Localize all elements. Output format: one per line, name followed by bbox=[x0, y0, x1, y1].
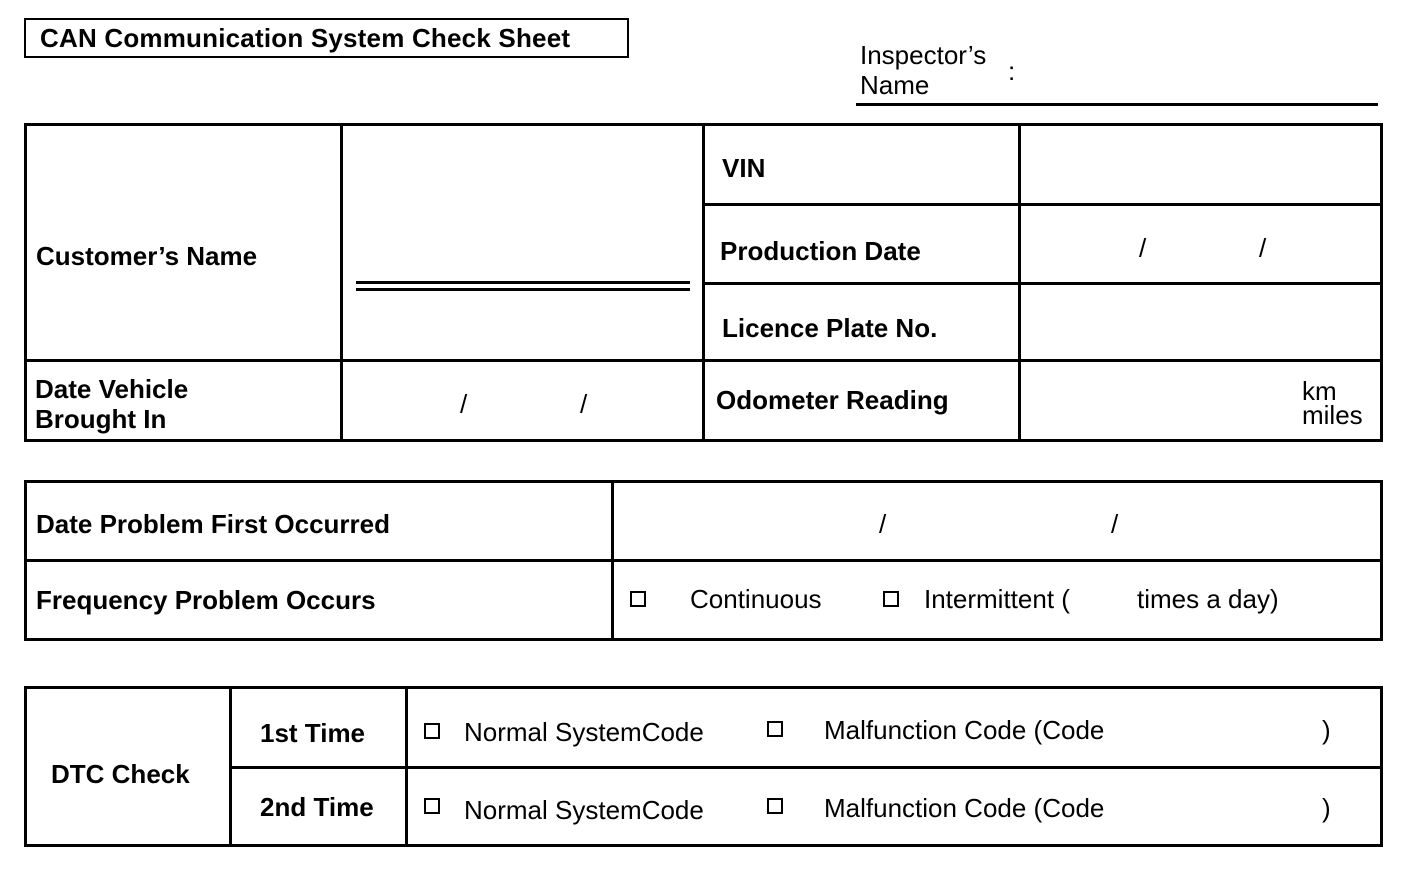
odometer-label-cell bbox=[704, 361, 1020, 441]
inspector-label-line2: Name bbox=[860, 70, 930, 100]
odometer-field[interactable] bbox=[1020, 361, 1382, 441]
first-normal-label: Normal SystemCode bbox=[464, 717, 704, 747]
inspector-name-field[interactable] bbox=[856, 103, 1378, 106]
date-vehicle-label-cell bbox=[26, 361, 342, 441]
frequency-options bbox=[613, 561, 1382, 640]
licence-plate-field[interactable] bbox=[1020, 284, 1382, 361]
date-separator: / bbox=[580, 389, 588, 419]
date-vehicle-label bbox=[35, 374, 188, 434]
continuous-checkbox[interactable] bbox=[630, 591, 646, 607]
first-time-options bbox=[407, 688, 1382, 768]
date-separator: / bbox=[1259, 233, 1267, 263]
date-separator: / bbox=[1139, 233, 1147, 263]
dtc-table bbox=[24, 686, 1383, 847]
vin-field[interactable] bbox=[1020, 125, 1382, 205]
date-vehicle-field[interactable] bbox=[342, 361, 704, 441]
second-close-paren: ) bbox=[1322, 793, 1331, 823]
production-date-label: Production Date bbox=[720, 236, 921, 266]
inspector-name-label bbox=[860, 40, 986, 100]
intermittent-label: Intermittent ( bbox=[924, 584, 1070, 614]
customers-name-field[interactable] bbox=[342, 125, 704, 361]
licence-plate-label-cell bbox=[704, 284, 1020, 361]
date-separator: / bbox=[879, 509, 887, 539]
double-underline-bottom bbox=[356, 288, 690, 291]
dtc-check-label: DTC Check bbox=[51, 759, 190, 789]
inspector-colon: : bbox=[1008, 56, 1016, 86]
inspector-label-line1: Inspector’s bbox=[860, 40, 987, 70]
date-separator: / bbox=[460, 389, 468, 419]
title-box bbox=[24, 18, 629, 58]
unit-miles: miles bbox=[1302, 400, 1363, 430]
date-vehicle-label-line2: Brought In bbox=[35, 404, 167, 434]
page-title: CAN Communication System Check Sheet bbox=[40, 23, 571, 53]
dtc-check-label-cell bbox=[26, 688, 231, 846]
unit-km: km bbox=[1302, 376, 1337, 406]
first-malfunction-label: Malfunction Code (Code bbox=[824, 715, 1105, 745]
double-underline-top bbox=[356, 281, 690, 284]
second-time-options bbox=[407, 768, 1382, 846]
date-vehicle-label-line1: Date Vehicle bbox=[35, 374, 189, 404]
date-first-label: Date Problem First Occurred bbox=[36, 509, 390, 539]
customers-name-label: Customer’s Name bbox=[36, 241, 258, 271]
production-date-label-cell bbox=[704, 205, 1020, 284]
frequency-label: Frequency Problem Occurs bbox=[36, 585, 376, 615]
customer-table bbox=[24, 123, 1383, 442]
first-time-label-cell bbox=[231, 688, 407, 768]
licence-plate-label: Licence Plate No. bbox=[722, 313, 938, 343]
problem-table bbox=[24, 480, 1383, 641]
customers-name-label-cell bbox=[26, 125, 342, 361]
first-close-paren: ) bbox=[1322, 715, 1331, 745]
odometer-label: Odometer Reading bbox=[716, 385, 949, 415]
second-time-label-cell bbox=[231, 768, 407, 846]
first-normal-checkbox[interactable] bbox=[424, 723, 440, 739]
second-normal-checkbox[interactable] bbox=[424, 798, 440, 814]
second-malfunction-checkbox[interactable] bbox=[767, 798, 783, 814]
times-a-day-label: times a day) bbox=[1137, 584, 1279, 614]
date-first-label-cell bbox=[26, 482, 613, 561]
intermittent-checkbox[interactable] bbox=[883, 591, 899, 607]
date-first-field[interactable] bbox=[613, 482, 1382, 561]
vin-label: VIN bbox=[722, 153, 766, 183]
vin-label-cell bbox=[704, 125, 1020, 205]
second-malfunction-label: Malfunction Code (Code bbox=[824, 793, 1105, 823]
date-separator: / bbox=[1111, 509, 1119, 539]
second-time-label: 2nd Time bbox=[260, 792, 374, 822]
frequency-label-cell bbox=[26, 561, 613, 640]
second-normal-label: Normal SystemCode bbox=[464, 795, 704, 825]
first-malfunction-checkbox[interactable] bbox=[767, 721, 783, 737]
continuous-label: Continuous bbox=[690, 584, 822, 614]
first-time-label: 1st Time bbox=[260, 718, 366, 748]
odometer-units bbox=[1302, 376, 1363, 430]
production-date-field[interactable] bbox=[1020, 205, 1382, 284]
